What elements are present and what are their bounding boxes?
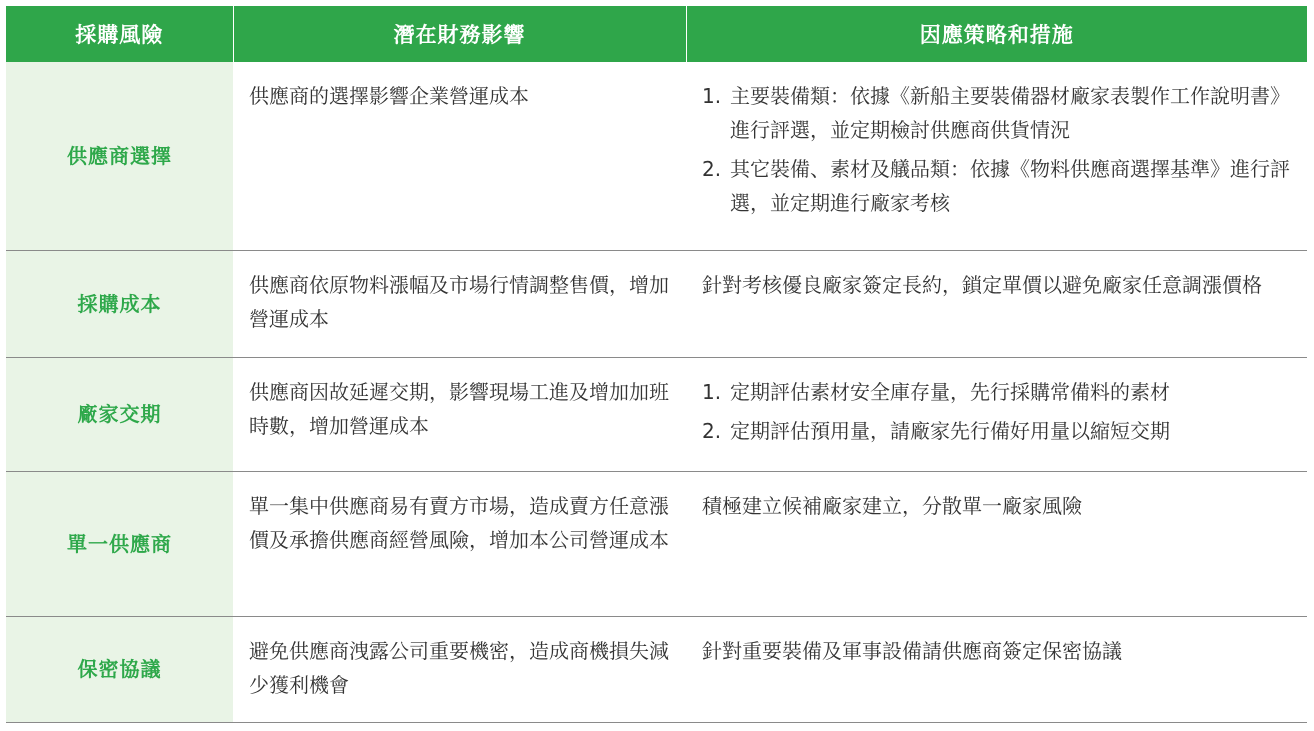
table-row [6, 616, 1307, 722]
measure-text: 其它裝備、素材及艤品類：依據《物料供應商選擇基準》進行評選，並定期進行廠家考核 [730, 157, 1290, 215]
table-row [6, 62, 1307, 250]
impact-text: 供應商的選擇影響企業營運成本 [249, 84, 529, 108]
risk-name: 採購成本 [6, 250, 233, 357]
impact-text: 避免供應商洩露公司重要機密，造成商機損失減少獲利機會 [249, 638, 669, 697]
table-row [6, 250, 1307, 357]
measure-item [702, 152, 1291, 220]
impact-text: 供應商因故延遲交期，影響現場工進及增加加班時數，增加營運成本 [249, 379, 669, 438]
table-row [6, 357, 1307, 471]
procurement-risk-table [6, 6, 1307, 723]
impact-text: 供應商依原物料漲幅及市場行情調整售價，增加營運成本 [249, 272, 669, 331]
measure-text: 定期評估預用量，請廠家先行備好用量以縮短交期 [730, 418, 1170, 443]
measure-text: 主要裝備類：依據《新船主要裝備器材廠家表製作工作說明書》進行評選，並定期檢討供應商供貨情況 [730, 84, 1290, 142]
header-financial-impact: 潛在財務影響 [233, 6, 686, 62]
risk-name: 供應商選擇 [6, 62, 233, 250]
measure-list [702, 375, 1291, 448]
measure-list [702, 79, 1291, 220]
measure-item [702, 79, 1291, 147]
header-strategy: 因應策略和措施 [686, 6, 1307, 62]
measure-number: 1. [702, 84, 722, 108]
table-row [6, 471, 1307, 616]
measure-text: 積極建立候補廠家建立，分散單一廠家風險 [702, 493, 1082, 518]
measure-number: 2. [702, 157, 722, 181]
measure-number: 2. [702, 418, 722, 443]
impact-text: 單一集中供應商易有賣方市場，造成賣方任意漲價及承擔供應商經營風險，增加本公司營運成本 [249, 493, 669, 552]
measure-item [702, 375, 1291, 409]
measure-number: 1. [702, 379, 722, 404]
header-risk: 採購風險 [6, 6, 233, 62]
risk-name: 保密協議 [6, 616, 233, 722]
measure-text: 定期評估素材安全庫存量，先行採購常備料的素材 [730, 379, 1170, 404]
measure-cell [686, 62, 1307, 250]
measure-cell [686, 357, 1307, 471]
measure-item [702, 414, 1291, 448]
risk-name: 單一供應商 [6, 471, 233, 616]
measure-text: 針對重要裝備及軍事設備請供應商簽定保密協議 [702, 638, 1122, 663]
table-header-row [6, 6, 1307, 62]
measure-text: 針對考核優良廠家簽定長約，鎖定單價以避免廠家任意調漲價格 [702, 272, 1262, 297]
risk-name: 廠家交期 [6, 357, 233, 471]
